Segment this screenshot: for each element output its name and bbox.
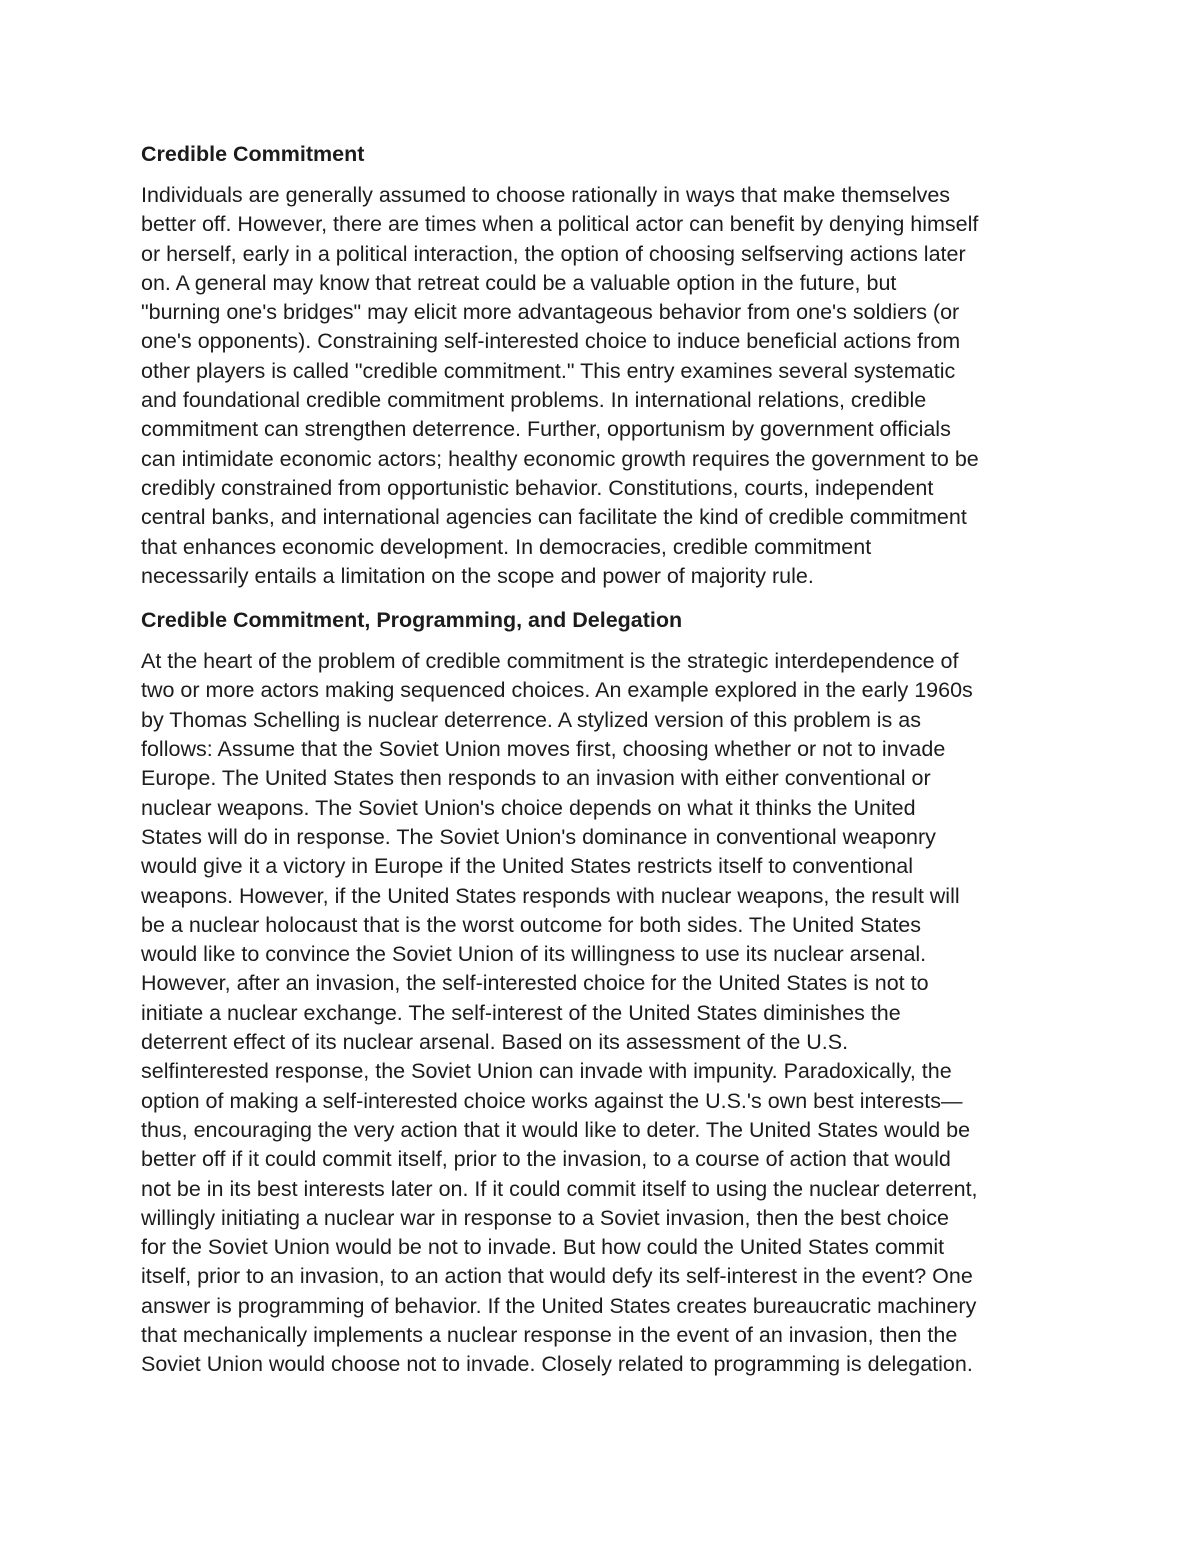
paragraph-line: weapons. However, if the United States responds with nuclear weapons, the result will — [141, 883, 960, 908]
paragraph-line: central banks, and international agencies can facilitate the kind of credible commitment — [141, 505, 967, 530]
paragraph-line: better off if it could commit itself, prior to the invasion, to a course of action that would — [141, 1147, 951, 1172]
paragraph-line: thus, encouraging the very action that it would like to deter. The United States would be — [141, 1117, 971, 1142]
paragraph-line: commitment can strengthen deterrence. Further, opportunism by government officials — [141, 417, 951, 442]
paragraph-line: two or more actors making sequenced choices. An example explored in the early 1960s — [141, 678, 973, 703]
paragraph-line: willingly initiating a nuclear war in response to a Soviet invasion, then the best choice — [141, 1205, 949, 1230]
paragraph-line: can intimidate economic actors; healthy economic growth requires the government to be — [141, 446, 979, 471]
paragraph-line: better off. However, there are times when a political actor can benefit by denying himself — [141, 212, 979, 237]
paragraph-line: Soviet Union would choose not to invade. Closely related to programming is delegation. — [141, 1352, 973, 1377]
paragraph-line: deterrent effect of its nuclear arsenal. Based on its assessment of the U.S. — [141, 1030, 849, 1055]
paragraph-line: be a nuclear holocaust that is the worst outcome for both sides. The United States — [141, 912, 922, 937]
paragraph-line: and foundational credible commitment problems. In international relations, credible — [141, 388, 927, 413]
paragraph-line: or herself, early in a political interaction, the option of choosing selfserving actions later — [141, 241, 966, 266]
paragraph-line: one's opponents). Constraining self-interested choice to induce beneficial actions from — [141, 329, 961, 354]
paragraph-line: not be in its best interests later on. If it could commit itself to using the nuclear deterrent, — [141, 1176, 978, 1201]
paragraph-line: initiate a nuclear exchange. The self-interest of the United States diminishes the — [141, 1000, 901, 1025]
paragraph-line: on. A general may know that retreat could be a valuable option in the future, but — [141, 270, 897, 295]
paragraph-line: nuclear weapons. The Soviet Union's choice depends on what it thinks the United — [141, 795, 916, 820]
paragraph-line: that mechanically implements a nuclear response in the event of an invasion, then the — [141, 1322, 958, 1347]
paragraph-line: that enhances economic development. In democracies, credible commitment — [141, 534, 872, 559]
paragraph-line: selfinterested response, the Soviet Union can invade with impunity. Paradoxically, the — [141, 1059, 952, 1084]
paragraph-line: option of making a self-interested choice works against the U.S.'s own best interests— — [141, 1088, 963, 1113]
paragraph-line: Europe. The United States then responds to an invasion with either conventional or — [141, 766, 931, 791]
paragraph-line: itself, prior to an invasion, to an action that would defy its self-interest in the event? One — [141, 1264, 973, 1289]
paragraph-line: Individuals are generally assumed to choose rationally in ways that make themselves — [141, 183, 951, 207]
paragraph-line: credibly constrained from opportunistic behavior. Constitutions, courts, independent — [141, 475, 934, 500]
paragraph-line: follows: Assume that the Soviet Union moves first, choosing whether or not to invade — [141, 737, 946, 762]
paragraph-line: would like to convince the Soviet Union of its willingness to use its nuclear arsenal. — [141, 942, 927, 967]
paragraph-line: However, after an invasion, the self-interested choice for the United States is not to — [141, 971, 929, 996]
section-heading-programming-delegation: Credible Commitment, Programming, and Delegation — [141, 608, 683, 633]
paragraph-line: States will do in response. The Soviet Union's dominance in conventional weaponry — [141, 824, 936, 849]
paragraph-line: answer is programming of behavior. If the United States creates bureaucratic machinery — [141, 1293, 977, 1318]
paragraph-line: At the heart of the problem of credible commitment is the strategic interdependence of — [141, 649, 959, 674]
paragraph-line: necessarily entails a limitation on the scope and power of majority rule. — [141, 563, 814, 588]
paragraph-line: "burning one's bridges" may elicit more advantageous behavior from one's soldiers (or — [141, 300, 960, 325]
paragraph-line: for the Soviet Union would be not to invade. But how could the United States commit — [141, 1235, 945, 1260]
paragraph-line: by Thomas Schelling is nuclear deterrence. A stylized version of this problem is as — [141, 707, 921, 732]
section-heading-credible-commitment: Credible Commitment — [141, 142, 365, 166]
paragraph-line: other players is called "credible commitment." This entry examines several systematic — [141, 358, 956, 383]
paragraph-line: would give it a victory in Europe if the United States restricts itself to conventional — [141, 854, 913, 879]
document-page — [141, 139, 1076, 1380]
section-paragraph-programming-delegation — [141, 647, 1076, 1379]
section-paragraph-credible-commitment — [141, 181, 1076, 591]
